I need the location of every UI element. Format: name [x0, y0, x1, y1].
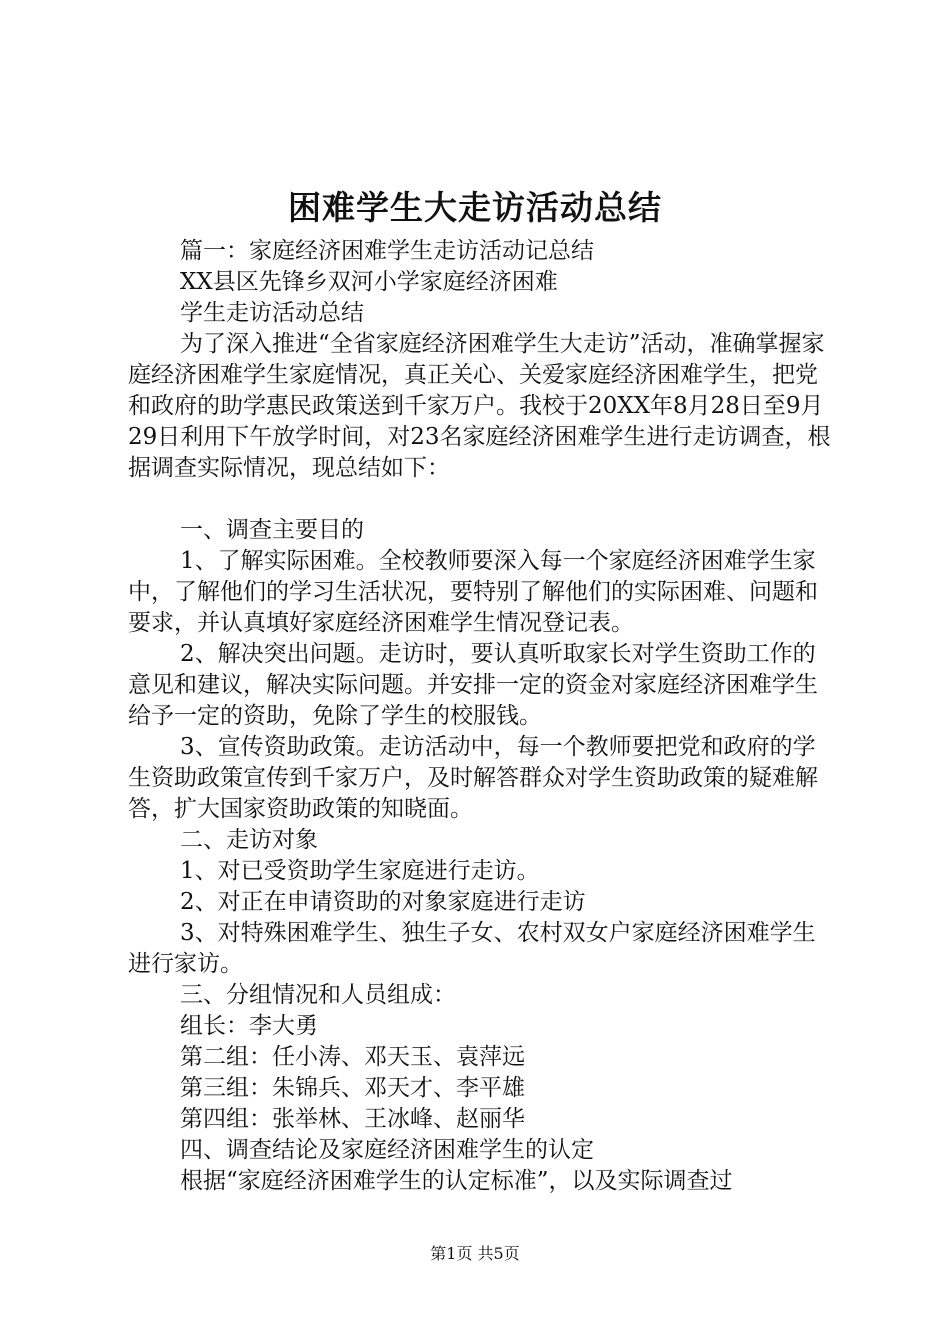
- purpose-item-3: 3、宣传资助政策。走访活动中，每一个教师要把党和政府的学生资助政策宣传到千家万户，及时解答群众对学生资助政策的疑难解答，扩大国家资助政策的知晓面。: [128, 734, 818, 822]
- conclusion-paragraph: 根据“家庭经济困难学生的认定标准”，以及实际调查过: [180, 1168, 733, 1194]
- document-title: 困难学生大走访活动总结: [288, 188, 662, 227]
- target-item-2: 2、对正在申请资助的对象家庭进行走访: [180, 889, 586, 915]
- paragraph-gap: [128, 484, 838, 515]
- group-two: 第二组：任小涛、邓天玉、袁萍远: [180, 1044, 525, 1070]
- target-item-1: 1、对已受资助学生家庭进行走访。: [180, 858, 540, 884]
- report-name-line: 学生走访活动总结: [180, 300, 364, 326]
- group-leader: 组长：李大勇: [180, 1013, 318, 1039]
- page-number-footer: 第1页 共5页: [430, 1244, 520, 1263]
- section-heading-conclusion: 四、调查结论及家庭经济困难学生的认定: [180, 1137, 594, 1163]
- section-heading-targets: 二、走访对象: [180, 827, 318, 853]
- subtitle-line: 篇一：家庭经济困难学生走访活动记总结: [180, 238, 594, 264]
- group-three: 第三组：朱锦兵、邓天才、李平雄: [180, 1075, 525, 1101]
- target-item-3: 3、对特殊困难学生、独生子女、农村双女户家庭经济困难学生进行家访。: [128, 920, 816, 977]
- intro-paragraph: 为了深入推进“全省家庭经济困难学生大走访”活动，准确掌握家庭经济困难学生家庭情况，真正关心、关爱家庭经济困难学生，把党和政府的助学惠民政策送到千家万户。我校于20XX年8月28日至9月29日利用下午放学时间，对23名家庭经济困难学生进行走访调查，根据调查实际情况，现总结如下：: [128, 331, 831, 481]
- purpose-item-2: 2、解决突出问题。走访时，要认真听取家长对学生资助工作的意见和建议，解决实际问题。并安排一定的资金对家庭经济困难学生给予一定的资助，免除了学生的校服钱。: [128, 641, 818, 729]
- document-body: [128, 236, 838, 1197]
- school-name-line: XX县区先锋乡双河小学家庭经济困难: [180, 269, 558, 295]
- purpose-item-1: 1、了解实际困难。全校教师要深入每一个家庭经济困难学生家中，了解他们的学习生活状况，要特别了解他们的实际困难、问题和要求，并认真填好家庭经济困难学生情况登记表。: [128, 548, 818, 636]
- section-heading-purpose: 一、调查主要目的: [180, 517, 364, 543]
- section-heading-groups: 三、分组情况和人员组成：: [180, 982, 456, 1008]
- group-four: 第四组：张举林、王冰峰、赵丽华: [180, 1106, 525, 1132]
